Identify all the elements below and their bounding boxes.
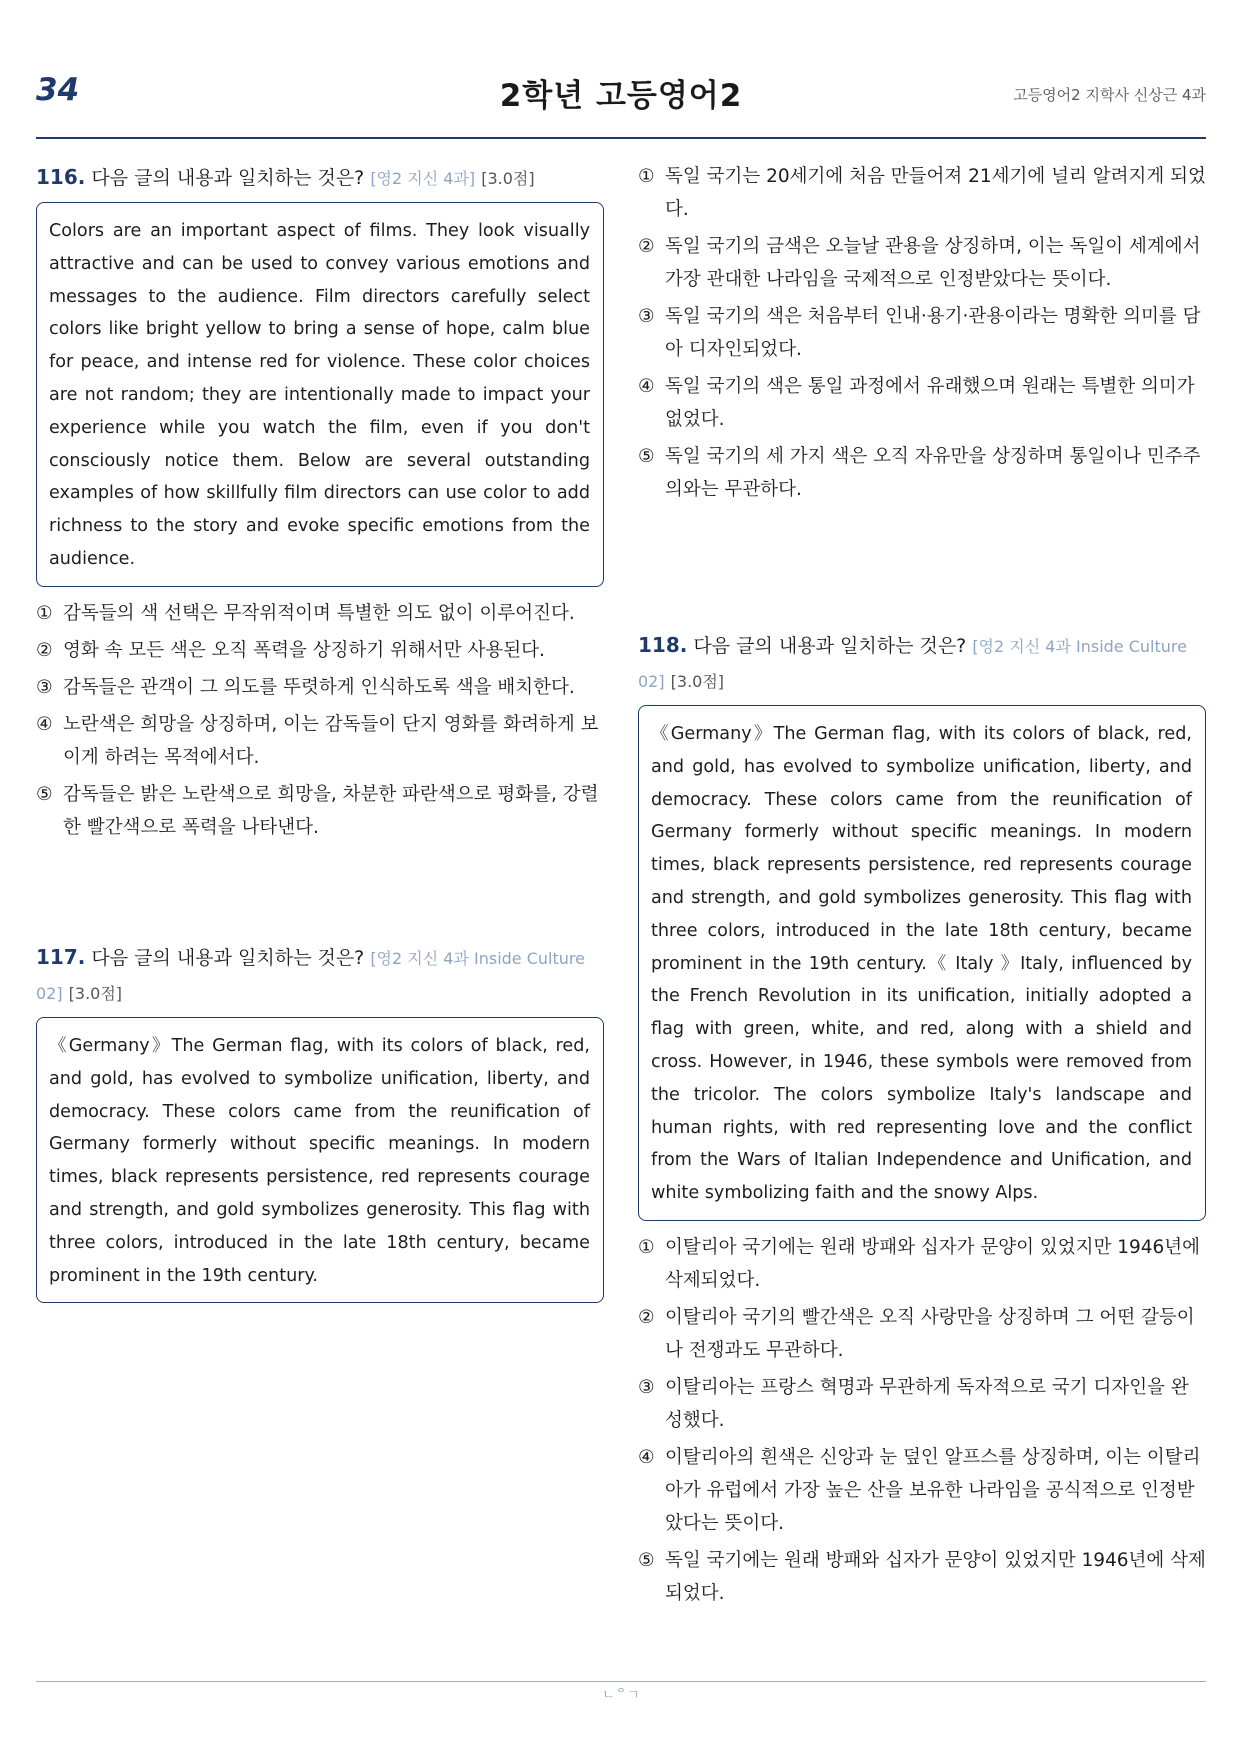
choice-number: ⑤ xyxy=(36,783,53,805)
choice-list xyxy=(638,1231,1206,1610)
choice-2[interactable] xyxy=(638,1301,1206,1367)
choice-number: ⑤ xyxy=(638,1549,655,1571)
choice-2[interactable] xyxy=(36,634,604,667)
choice-text: 독일 국기의 세 가지 색은 오직 자유만을 상징하며 통일이나 민주주의와는 무관하다. xyxy=(665,446,1201,500)
choice-text: 독일 국기에는 원래 방패와 십자가 문양이 있었지만 1946년에 삭제되었다. xyxy=(665,1549,1206,1604)
choice-number: ② xyxy=(638,236,655,257)
choice-text: 이탈리아는 프랑스 혁명과 무관하게 독자적으로 국기 디자인을 완성했다. xyxy=(665,1376,1189,1431)
choice-number: ① xyxy=(36,602,53,624)
choice-text: 이탈리아 국기의 빨간색은 오직 사랑만을 상징하며 그 어떤 갈등이나 전쟁과도 무관하다. xyxy=(665,1306,1195,1361)
question-number: 116. xyxy=(36,165,86,189)
question-source: [영2 지신 4과 Inside Culture 02] xyxy=(36,949,585,1003)
choice-list xyxy=(638,160,1206,506)
passage-box: Colors are an important aspect of films. They look visually attractive and can be used to convey various emotions and messages to the audience. Film directors carefully select colors like bright yellow to bring a sense of hope, calm blue for peace, and intense red for violence. These color choices are not random; they are intentionally made to impact your experience while you watch the film, even if you don't consciously notice them. Below are several outstanding examples of how skillfully film directors can use color to add richness to the story and evoke specific emotions from the audience. xyxy=(36,202,604,587)
choice-text: 이탈리아 국기에는 원래 방패와 십자가 문양이 있었지만 1946년에 삭제되었다. xyxy=(665,1236,1201,1291)
document-subtitle: 고등영어2 지학사 신상근 4과 xyxy=(1013,86,1206,104)
choice-text: 독일 국기의 금색은 오늘날 관용을 상징하며, 이는 독일이 세계에서 가장 관대한 나라임을 국제적으로 인정받았다는 뜻이다. xyxy=(665,236,1201,290)
choice-5[interactable] xyxy=(36,778,604,844)
question-117-choices xyxy=(638,160,1206,510)
choice-number: ③ xyxy=(638,306,655,327)
document-title: 2학년 고등영어2 xyxy=(499,78,743,114)
question-number: 118. xyxy=(638,633,688,657)
question-prompt: 다음 글의 내용과 일치하는 것은? xyxy=(693,635,967,657)
choice-4[interactable] xyxy=(638,370,1206,436)
question-source: [영2 지신 4과 Inside Culture 02] xyxy=(638,637,1187,691)
choice-4[interactable] xyxy=(638,1441,1206,1540)
question-116 xyxy=(36,160,604,848)
choice-number: ⑤ xyxy=(638,446,655,467)
choice-1[interactable] xyxy=(36,597,604,630)
choice-3[interactable] xyxy=(638,1371,1206,1437)
choice-number: ④ xyxy=(638,1446,655,1468)
choice-number: ④ xyxy=(36,713,53,735)
choice-5[interactable] xyxy=(638,1544,1206,1610)
choice-4[interactable] xyxy=(36,708,604,774)
footer-mark: ㄴᄋㄱ xyxy=(602,1688,640,1703)
page-header xyxy=(36,68,1206,112)
footer-rule xyxy=(36,1681,1206,1682)
choice-text: 이탈리아의 흰색은 신앙과 눈 덮인 알프스를 상징하며, 이는 이탈리아가 유럽에서 가장 높은 산을 보유한 나라임을 공식적으로 인정받았다는 뜻이다. xyxy=(665,1446,1201,1534)
question-header xyxy=(638,628,1206,699)
choice-number: ① xyxy=(638,1236,655,1258)
choice-text: 감독들은 관객이 그 의도를 뚜렷하게 인식하도록 색을 배치한다. xyxy=(63,676,575,698)
choice-3[interactable] xyxy=(36,671,604,704)
question-header xyxy=(36,160,604,196)
choice-number: ③ xyxy=(36,676,53,698)
question-number: 117. xyxy=(36,945,86,969)
choice-number: ③ xyxy=(638,1376,655,1398)
question-118 xyxy=(638,628,1206,1614)
choice-1[interactable] xyxy=(638,1231,1206,1297)
passage-box: 《Germany》The German flag, with its colors of black, red, and gold, has evolved to symbolize unification, liberty, and democracy. These colors came from the reunification of Germany formerly without specific meanings. In modern times, black represents persistence, red represents courage and strength, and gold symbolizes generosity. This flag with three colors, introduced in the late 18th century, became prominent in the 19th century. xyxy=(36,1017,604,1303)
choice-1[interactable] xyxy=(638,160,1206,226)
question-points: [3.0점] xyxy=(68,984,123,1003)
choice-text: 독일 국기의 색은 통일 과정에서 유래했으며 원래는 특별한 의미가 없었다. xyxy=(665,376,1195,430)
question-source: [영2 지신 4과] xyxy=(370,169,476,188)
choice-number: ④ xyxy=(638,376,655,397)
choice-text: 영화 속 모든 색은 오직 폭력을 상징하기 위해서만 사용된다. xyxy=(63,639,545,661)
choice-text: 독일 국기는 20세기에 처음 만들어져 21세기에 널리 알려지게 되었다. xyxy=(665,166,1206,220)
choice-number: ② xyxy=(36,639,53,661)
question-points: [3.0점] xyxy=(481,169,535,188)
header-rule xyxy=(36,137,1206,139)
choice-number: ① xyxy=(638,166,655,187)
page-number: 34 xyxy=(36,72,80,108)
choice-text: 감독들의 색 선택은 무작위적이며 특별한 의도 없이 이루어진다. xyxy=(63,602,575,624)
choice-text: 독일 국기의 색은 처음부터 인내·용기·관용이라는 명확한 의미를 담아 디자인되었다. xyxy=(665,306,1201,360)
choice-text: 감독들은 밝은 노란색으로 희망을, 차분한 파란색으로 평화를, 강렬한 빨간색으로 폭력을 나타낸다. xyxy=(63,783,599,838)
choice-2[interactable] xyxy=(638,230,1206,296)
question-prompt: 다음 글의 내용과 일치하는 것은? xyxy=(91,947,365,969)
passage-box: 《Germany》The German flag, with its colors of black, red, and gold, has evolved to symbolize unification, liberty, and democracy. These colors came from the reunification of Germany formerly without specific meanings. In modern times, black represents persistence, red represents courage and strength, and gold symbolizes generosity. This flag with three colors, introduced in the late 18th century, became prominent in the 19th century.《 Italy 》Italy, influenced by the French Revolution in its unification, initially adopted a flag with green, white, and red, along with a shield and cross. However, in 1946, these symbols were removed from the tricolor. The colors symbolize Italy's landscape and human rights, with red representing love and the conflict from the Wars of Italian Independence and Unification, and white symbolizing faith and the snowy Alps. xyxy=(638,705,1206,1221)
question-prompt: 다음 글의 내용과 일치하는 것은? xyxy=(91,167,365,189)
choice-3[interactable] xyxy=(638,300,1206,366)
choice-list xyxy=(36,597,604,844)
question-header xyxy=(36,940,604,1011)
choice-number: ② xyxy=(638,1306,655,1328)
question-points: [3.0점] xyxy=(670,672,725,691)
choice-5[interactable] xyxy=(638,440,1206,506)
choice-text: 노란색은 희망을 상징하며, 이는 감독들이 단지 영화를 화려하게 보이게 하려는 목적에서다. xyxy=(63,713,599,768)
question-117 xyxy=(36,940,604,1303)
